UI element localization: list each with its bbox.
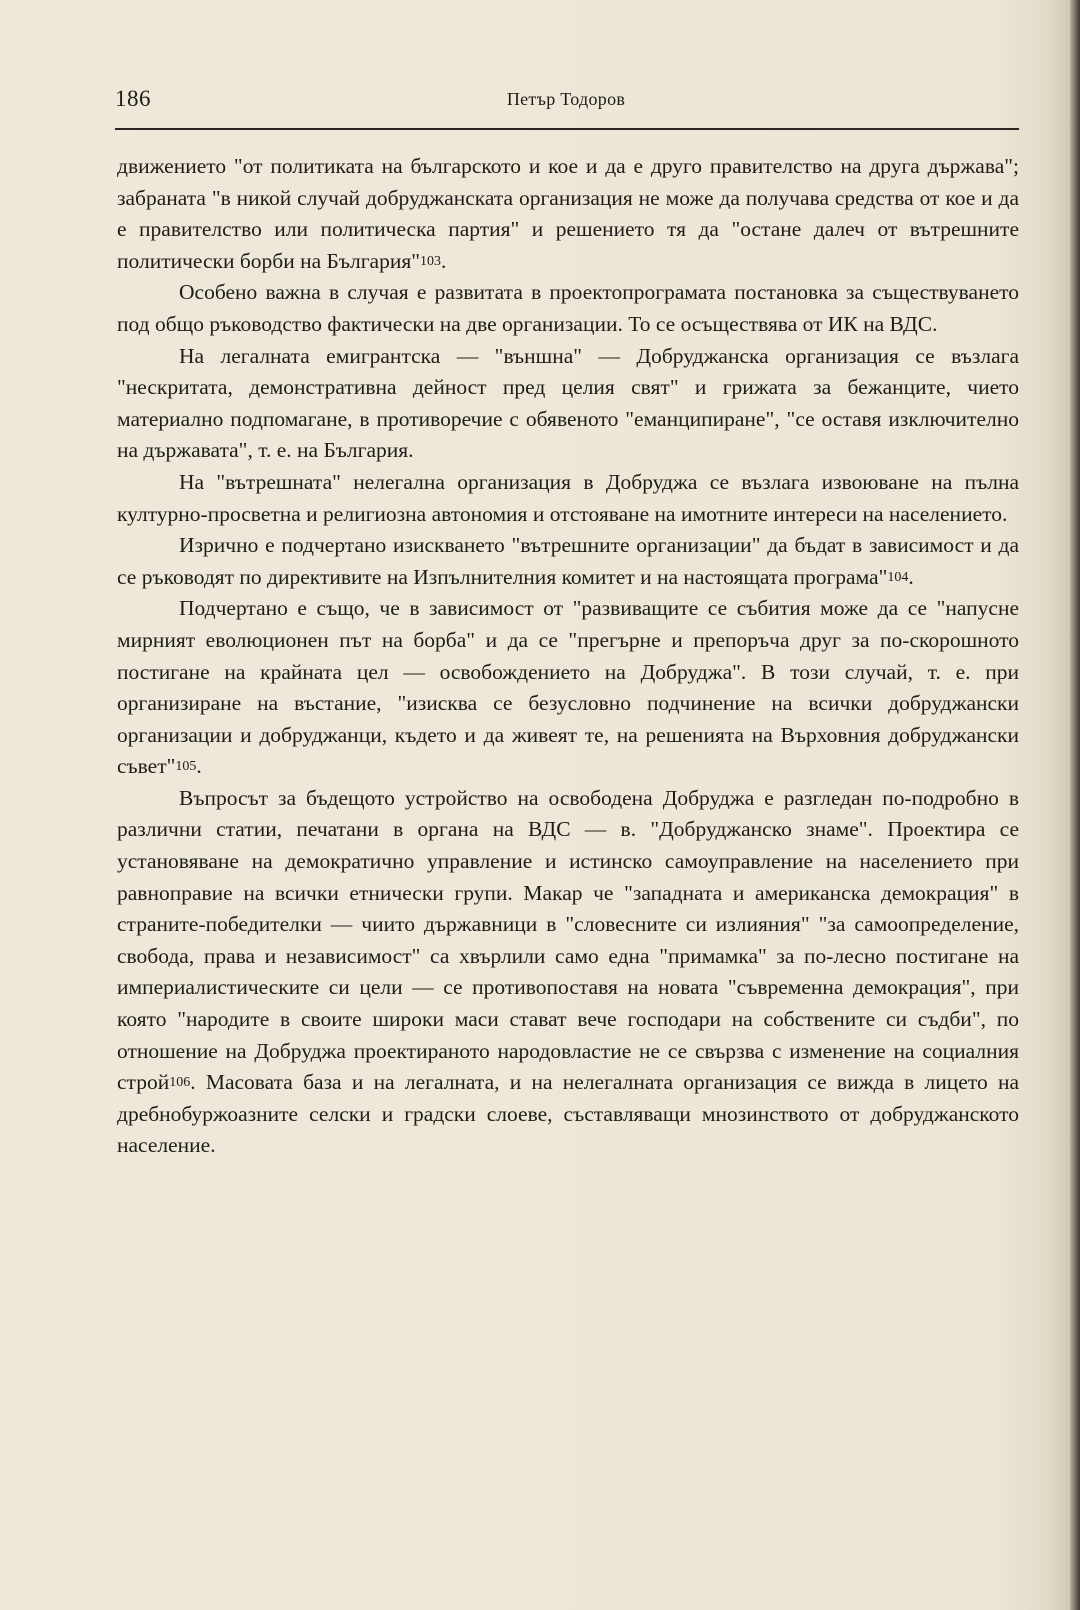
paragraph-6 xyxy=(117,593,1019,783)
footnote-ref-104: 104 xyxy=(887,569,909,585)
page-header xyxy=(115,86,1017,126)
footnote-ref-105: 105 xyxy=(175,759,197,775)
paragraph-text: . xyxy=(196,754,202,779)
paragraph-text: На легалната емигрантска — "външна" — Добруджанска организация се възлага "нескритата, демонстративна дейност пред целия свят" и грижата за бежанците, чието материално подпомагане, в противоречие с обявеното "еманципиране", "се оставя изключително на държавата", т. е. на България. xyxy=(117,343,1019,463)
footnote-ref-106: 106 xyxy=(169,1075,191,1091)
paragraph-3 xyxy=(117,341,1019,467)
header-rule xyxy=(115,128,1019,130)
paragraph-text: Изрично е подчертано изискването "вътрешните организации" да бъдат в зависимост и да се ръководят по директивите на Изпълнителния комитет и на настоящата програма" xyxy=(117,533,1019,589)
page-number: 186 xyxy=(115,86,151,111)
paragraph-4 xyxy=(117,467,1019,530)
paragraph-text: Подчертано е също, че в зависимост от "развиващите се събития може да се "напусне мирният еволюционен път на борба" и да се "прегърне и препоръча друг за по-скорошното постигане на крайната цел — освобождението на Добруджа". В този случай, т. е. при организиране на въстание, "изисква се безусловно подчинение на всички добруджански организации и добруджанци, където и да живеят те, на решенията на Върховния добруджански съвет" xyxy=(117,596,1019,779)
page-edge-shadow xyxy=(1070,0,1080,1610)
footnote-ref-103: 103 xyxy=(420,253,442,269)
paragraph-5 xyxy=(117,530,1019,593)
paragraph-text: . xyxy=(441,248,447,273)
paragraph-2 xyxy=(117,277,1019,340)
paragraph-1 xyxy=(117,151,1019,277)
body-text xyxy=(117,151,1019,1162)
paragraph-text: На "вътрешната" нелегална организация в Добруджа се възлага извоюване на пълна културно-просветна и религиозна автономия и отстояване на имотните интереси на населението. xyxy=(117,469,1019,526)
paragraph-text: . Масовата база и на легалната, и на нелегалната организация се вижда в лицето на дребнобуржоазните селски и градски слоеве, съставляващи мнозинството от добруджанското население. xyxy=(117,1070,1019,1158)
paragraph-text: Особено важна в случая е развитата в проектопрограмата постановка за съществуването под общо ръководство фактически на две организации. То се осъществява от ИК на ВДС. xyxy=(117,280,1019,336)
paragraph-text: . xyxy=(908,564,914,589)
paragraph-7 xyxy=(117,783,1019,1162)
paragraph-text: Въпросът за бъдещото устройство на освободена Добруджа е разгледан по-подробно в различни статии, печатани в органа на ВДС — в. "Добруджанско знаме". Проектира се установяване на демократично управление и истинско самоуправление на населението при равноправие на всички етнически групи. Макар че "западната и американска демокрация" в страните-победителки — чиито държавници в "словесните си излияния" "за самоопределение, свобода, права и независимост" са хвърлили само една "примамка" за по-лесно постигане на империалистическите си цели — се противопоставя на новата "съвременна демокрация", при която "народите в своите широки маси стават вече господари на собствените си съдби", по отношение на Добруджа проектираното народовластие не се свързва с изменение на социалния строй xyxy=(117,785,1019,1095)
paragraph-text: движението "от политиката на българското и кое и да е друго правителство на друга държава"; забраната "в никой случай добруджанската организация не може да получава средства от кое и да е правителство или политическа партия" и решението тя да "остане далеч от вътрешните политически борби на България" xyxy=(117,154,1019,273)
running-head: Петър Тодоров xyxy=(506,89,626,109)
